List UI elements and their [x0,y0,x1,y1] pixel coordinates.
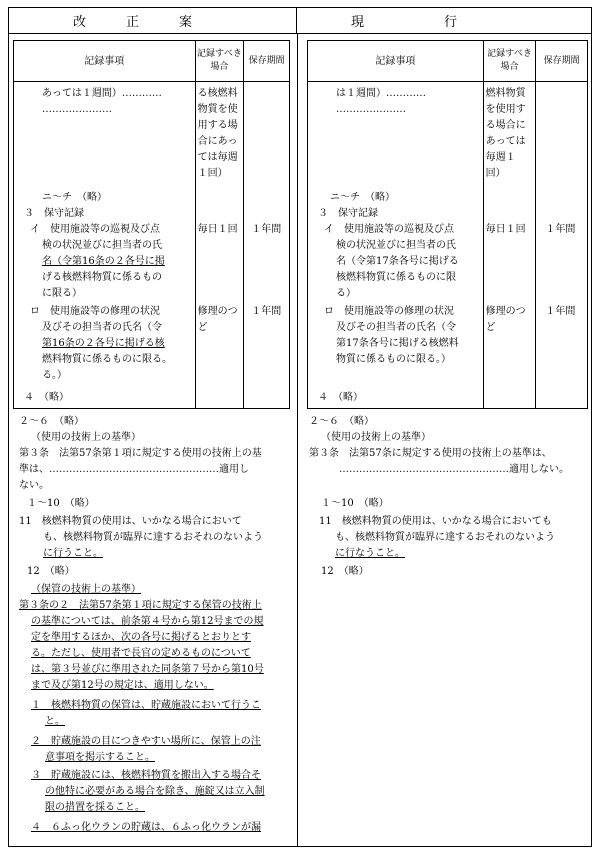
left-body-line: 第３条の２ 法第57条第１項に規定する保管の技術上 [19,600,262,611]
right-c1-line: 物質に係るものに限る。） [336,354,451,365]
left-body-line: まで及び第12号の規定は、適用しない。 [31,680,214,691]
right-body-line: に行なうこと。 [335,548,405,559]
header-current: 現行 [297,8,591,34]
left-body-line: ２～６ （略） [19,416,84,427]
left-c1-line: ロ 使用施設等の修理の状況 [30,306,160,317]
right-c1-line: ４ （略） [318,392,363,403]
right-c2-line: 回） [485,168,506,179]
right-c1-line: 第17条各号に掲げる核燃料 [336,338,459,349]
left-c2-line: 毎日１回 [197,224,238,235]
right-body-line: ２～６ （略） [309,416,374,427]
left-body-line: 意事項を掲示すること。 [45,752,155,763]
left-body-line: 第３条 法第57条第１項に規定する使用の技術上の基 [19,448,262,459]
left-body-line: も、核燃料物質が臨界に達するおそれのないよう [43,532,263,543]
right-c2-line: 燃料物質 [485,88,526,99]
left-body-line: の他特に必要がある場合を除き、施錠又は立入制 [45,786,265,797]
right-c1-line: 核燃料物質に係るものに限 [336,272,456,283]
left-body-line: る。ただし、使用者で長官の定めるものについて [31,648,251,659]
left-c2-line: 用する場 [197,120,238,131]
right-c2-line: あっては [485,136,526,147]
left-body-line: 準は、……………………………………………適用し [19,464,249,475]
left-th-item: 記録事項 [14,41,196,82]
right-c1-line: る） [336,288,356,299]
right-c2-line: 毎日１回 [485,224,526,235]
right-c1-line: 名（令第17条各号に掲げる [336,256,459,267]
left-body-line: 定を準用するほか、次の各号に掲げるとおりとす [31,632,251,643]
left-c3-line: １年間 [251,224,282,235]
left-body-line: の基準については、前条第４号から第12号までの規 [31,616,264,627]
left-body-line: に行うこと。 [43,548,103,559]
left-c1-line: に限る） [42,288,82,299]
left-c1-line: ………………… [42,104,112,115]
left-body-line: は、第３号並びに準用された同条第７号から第10号 [31,664,264,675]
left-body-line: ４ ６ふっ化ウランの貯蔵は、６ふっ化ウランが漏 [31,822,261,833]
right-body-line: も、核燃料物質が臨界に達するおそれのないよう [335,532,555,543]
left-c2-line: 合にあっ [197,136,238,147]
left-c1-line: ４ （略） [24,392,69,403]
right-c2-line: る場合に [485,120,526,131]
right-body-line: １～10 （略） [321,498,389,509]
left-body-line: 12 （略） [27,566,75,577]
right-c2-line: 毎週１ [485,152,516,163]
left-body-line: と。 [45,716,65,727]
right-body-line: （使用の技術上の基準） [321,432,431,443]
right-c3-line: １年間 [545,224,576,235]
left-c1-line: 名（令第16条の２各号に掲 [42,256,165,267]
left-c1-line: ニ～チ （略） [42,192,107,203]
right-c3-line: １年間 [545,306,576,317]
right-c2-line: 修理のつ [485,306,526,317]
left-c2-line: 修理のつ [197,306,238,317]
right-c2-line: ど [485,322,496,333]
header-revised: 改正案 [9,8,297,34]
left-th-period: 保存期間 [244,41,290,82]
left-body-line: １～10 （略） [27,498,95,509]
left-record-table [13,40,290,409]
left-c1-line: 燃料物質に係るものに限る。 [42,354,172,365]
left-c1-line: あっては１週間）………… [42,88,162,99]
column-divider [297,34,298,846]
right-c1-line: ロ 使用施設等の修理の状況 [324,306,454,317]
right-body-line: 第３条 法第57条に規定する使用の技術上の基準は、 [309,448,552,459]
left-body-line: ない。 [19,480,49,491]
left-body-line: 限の措置を採ること。 [45,802,145,813]
left-body-line: （使用の技術上の基準） [31,432,141,443]
left-c2-line: る核燃料 [197,88,238,99]
left-c1-line: げる核燃料物質に係るもの [42,272,162,283]
comparison-page [8,7,592,847]
left-c1-line: 及びその担当者の氏名（令 [42,322,162,333]
left-c2-line: １回） [197,168,228,179]
left-body-line: 11 核燃料物質の使用は、いかなる場合において [19,516,242,527]
right-c2-line: を使用す [485,104,526,115]
left-c1-line: ３ 保守記録 [24,208,84,219]
left-c1-line: 第16条の２各号に掲げる核 [42,338,165,349]
left-c2-line: ては毎週 [197,152,238,163]
right-record-table [307,40,588,409]
right-c1-line: 検の状況並びに担当者の氏 [336,240,456,251]
left-c1-line: る。） [42,370,67,381]
right-c1-line: は１週間）………… [336,88,426,99]
right-c1-line: 及びその担当者の氏名（令 [336,322,456,333]
left-body-line: １ 核燃料物質の保管は、貯蔵施設において行うこ [31,700,261,711]
right-body-line: ……………………………………………適用しない。 [339,464,569,475]
right-th-case: 記録すべき場合 [483,41,536,82]
right-th-item: 記録事項 [308,41,484,82]
left-body-line: ２ 貯蔵施設の目につきやすい場所に、保管上の注 [31,736,261,747]
left-c1-line: 検の状況並びに担当者の氏 [42,240,162,251]
left-body-line: ３ 貯蔵施設には、核燃料物質を搬出入する場合そ [31,770,261,781]
left-c3-line: １年間 [251,306,282,317]
left-c2-line: 物質を使 [197,104,238,115]
right-th-period: 保存期間 [536,41,588,82]
left-body-line: （保管の技術上の基準） [31,584,141,595]
left-c1-line: イ 使用施設等の巡視及び点 [30,224,160,235]
right-c1-line: ニ～チ （略） [330,192,395,203]
right-body-line: 11 核燃料物質の使用は、いかなる場合においても [319,516,552,527]
right-c1-line: ３ 保守記録 [318,208,378,219]
left-th-case: 記録すべき場合 [195,41,244,82]
right-body-line: 12 （略） [321,566,369,577]
right-c1-line: イ 使用施設等の巡視及び点 [324,224,454,235]
left-c2-line: ど [197,322,208,333]
right-c1-line: ………………… [336,104,406,115]
